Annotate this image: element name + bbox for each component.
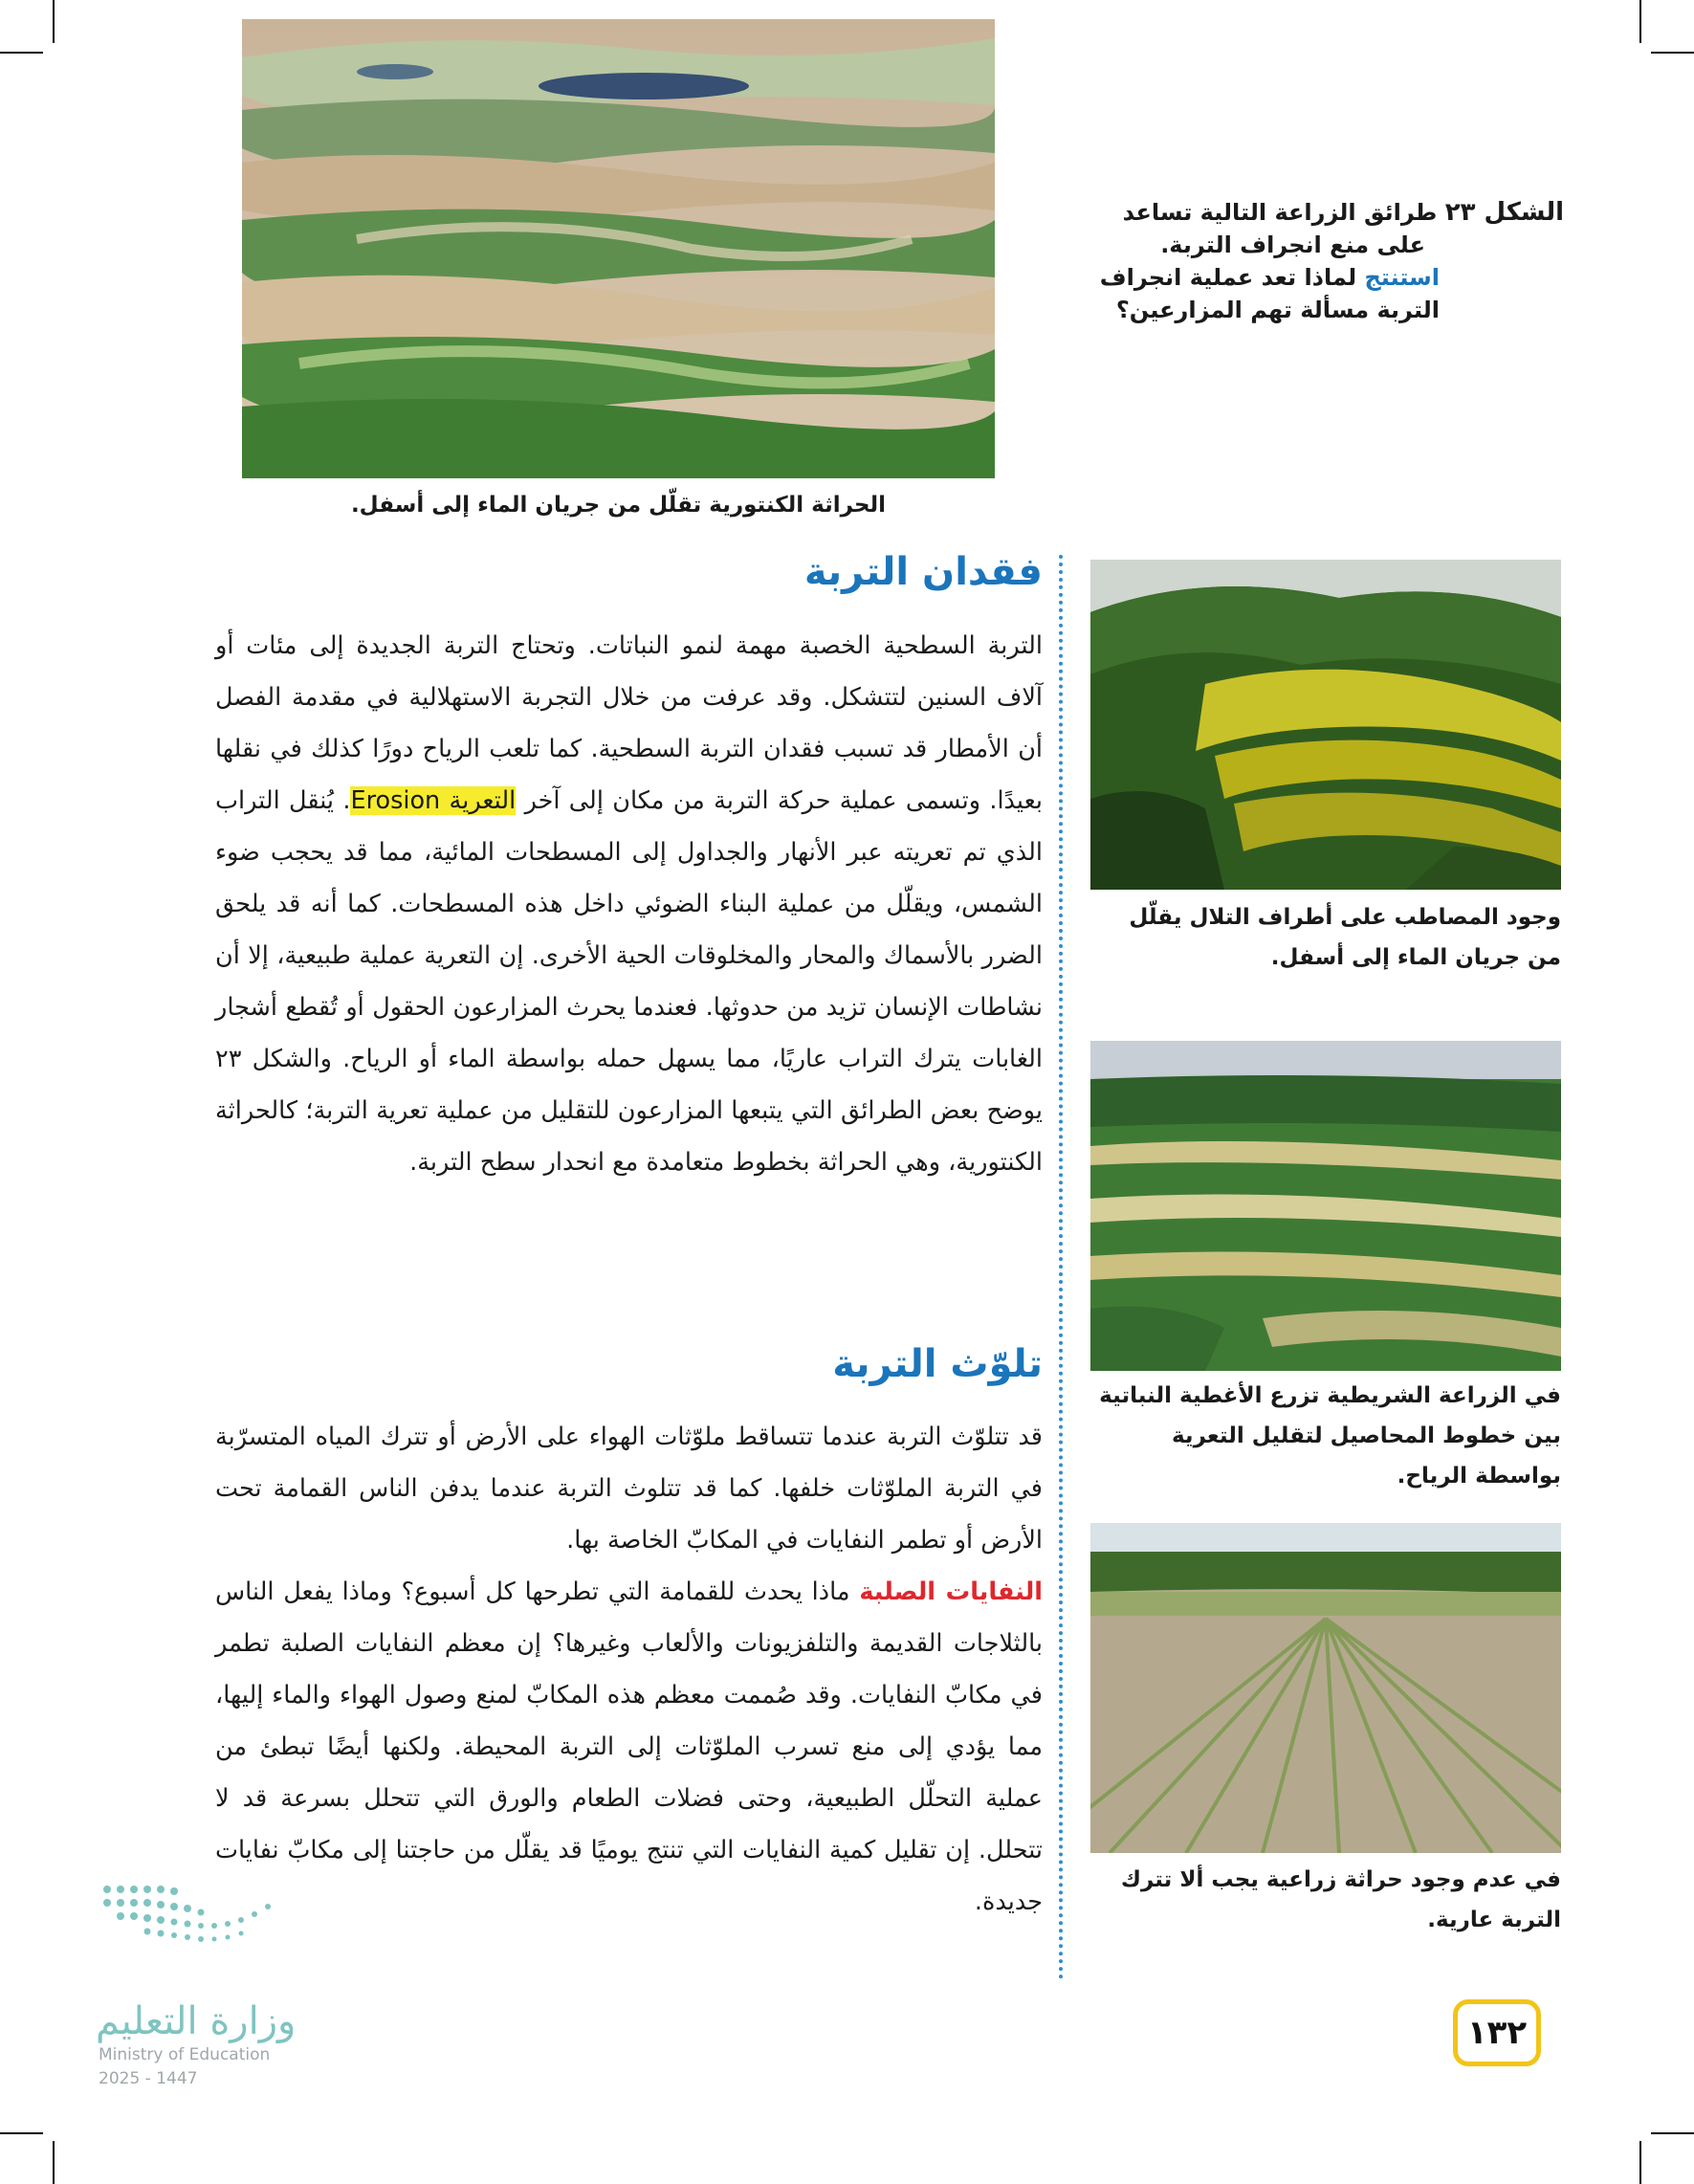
figure-caption-line2: على منع انجراف التربة.: [1160, 232, 1425, 258]
soil-loss-title: فقدان التربة: [803, 550, 1043, 594]
no-till-caption: في عدم وجود حراثة زراعية يجب ألا تترك التربة عارية.: [1120, 1867, 1561, 1932]
infer-label: استنتج: [1364, 264, 1440, 291]
no-till-photo: [1090, 1523, 1561, 1853]
contour-plowing-photo: [242, 19, 995, 478]
figure-caption-line1: [1062, 196, 1564, 229]
soil-loss-text-before: التربة السطحية الخصبة مهمة لنمو النباتات. وتحتاج التربة الجديدة إلى مئات أو آلاف السنين لتتشكل. وقد عرفت من خلال التجربة الاستهلالية في مقدمة الفصل أن الأمطار قد تسبب فقدان التربة السطحية. كما تلعب الرياح دورًا كذلك في نقلها بعيدًا. وتسمى عملية حركة التربة من مكان إلى آخر: [215, 631, 1044, 815]
crop-mark-top-right-v: [1639, 0, 1641, 43]
crop-mark-bottom-left-v: [53, 2141, 55, 2184]
figure-question-line1: [1062, 261, 1564, 294]
terraces-caption: وجود المصاطب على أطراف التلال يقلّل من جريان الماء إلى أسفل.: [1129, 905, 1561, 970]
ministry-name-en: Ministry of Education: [99, 2045, 271, 2064]
soil-pollution-title: تلوّث التربة: [832, 1342, 1043, 1386]
figure-question-line2: التربة مسألة تهم المزارعين؟: [1115, 297, 1440, 323]
solid-waste-paragraph: [215, 1566, 1043, 1928]
crop-mark-top-right-h: [1651, 52, 1694, 54]
ministry-name-ar: وزارة التعليم: [96, 1999, 297, 2043]
crop-mark-bottom-right-h: [1651, 2132, 1694, 2134]
figure-caption: [1062, 196, 1564, 326]
crop-mark-top-left-v: [53, 0, 55, 43]
crop-mark-top-left-h: [0, 52, 43, 54]
figure-question-text: لماذا تعد عملية انجراف: [1099, 264, 1357, 291]
soil-loss-text-after: . يُنقل التراب الذي تم تعريته عبر الأنهار والجداول إلى المسطحات المائية، مما قد يحجب ضوء الشمس، ويقلّل من عملية البناء الضوئي داخل هذه المسطحات. كما أنه قد يلحق الضرر بالأسماك والمحار والمخلوقات الحية الأخرى. إن التعرية عملية طبيعية، إلا أن نشاطات الإنسان تزيد من حدوثها. فعندما يحرث المزارعون الحقول أو تُقطع أشجار الغابات يترك التراب عاريًا، مما يسهل حمله بواسطة الماء أو الرياح. والشكل ٢٣ يوضح بعض الطرائق التي يتبعها المزارعون للتقليل من عملية تعرية التربة؛ كالحراثة الكنتورية، وهي الحراثة بخطوط متعامدة مع انحدار سطح التربة.: [215, 786, 1043, 1177]
solid-waste-text: ماذا يحدث للقمامة التي تطرحها كل أسبوع؟ وماذا يفعل الناس بالثلاجات القديمة والتلفزيونات والألعاب وغيرها؟ إن معظم النفايات الصلبة تطمر في مكابّ النفايات. وقد صُممت معظم هذه المكابّ لمنع وصول الهواء والماء إليها، مما يؤدي إلى منع تسرب الملوّثات إلى التربة المحيطة. ولكنها أيضًا تبطئ من عملية التحلّل الطبيعية، وحتى فضلات الطعام والورق التي تتحلل بسرعة قد لا تتحلل. إن تقليل كمية النفايات التي تنتج يوميًا قد يقلّل من حاجتنا إلى مكابّ نفايات جديدة.: [215, 1577, 1043, 1916]
soil-loss-paragraph: [215, 620, 1043, 1188]
column-divider: [1059, 555, 1063, 1980]
crop-mark-bottom-left-h: [0, 2132, 43, 2134]
page-number: ١٣٢: [1453, 1999, 1541, 2066]
erosion-term: التعرية Erosion: [350, 786, 517, 815]
ministry-year: 2025 - 1447: [99, 2069, 198, 2088]
strip-cropping-photo: [1090, 1041, 1561, 1371]
figure-label: الشكل ٢٣: [1444, 198, 1564, 227]
solid-waste-term: النفايات الصلبة: [859, 1577, 1044, 1606]
figure-caption-text: طرائق الزراعة التالية تساعد: [1122, 199, 1438, 226]
terraces-photo: [1090, 560, 1561, 890]
strip-cropping-caption: في الزراعة الشريطية تزرع الأغطية النباتية بين خطوط المحاصيل لتقليل التعرية بواسطة الرياح.: [1099, 1383, 1561, 1489]
crop-mark-bottom-right-v: [1639, 2141, 1641, 2184]
soil-pollution-paragraph: قد تتلوّث التربة عندما تتساقط ملوّثات الهواء على الأرض أو تترك المياه المتسرّبة في التربة الملوّثات خلفها. كما قد تتلوث التربة عندما يدفن الناس القمامة تحت الأرض أو تطمر النفايات في المكابّ الخاصة بها.: [215, 1423, 1043, 1555]
contour-plowing-caption: الحراثة الكنتورية تقلّل من جريان الماء إلى أسفل.: [350, 493, 887, 518]
